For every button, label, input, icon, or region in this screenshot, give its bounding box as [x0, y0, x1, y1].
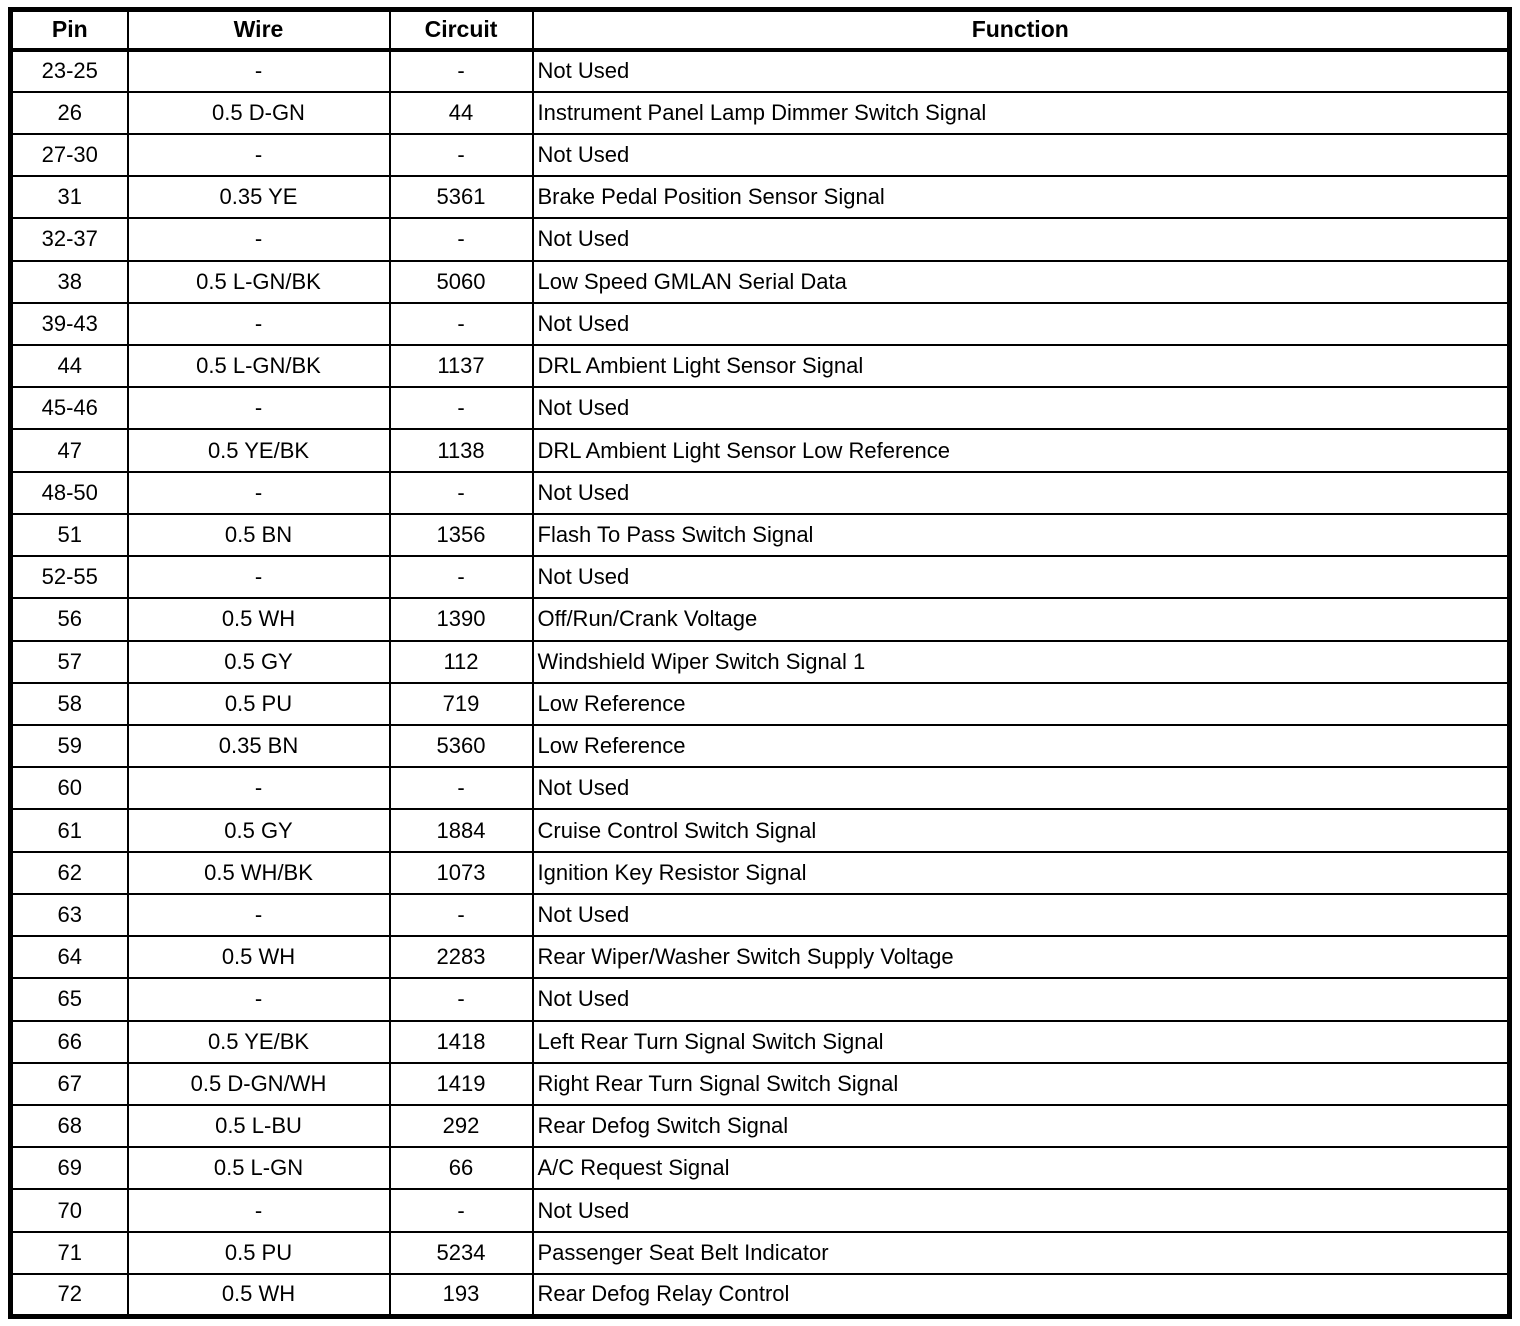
pin-cell: 45-46	[11, 387, 128, 429]
function-cell: Low Reference	[533, 725, 1510, 767]
pin-cell: 51	[11, 514, 128, 556]
table-row	[11, 556, 1510, 598]
table-row	[11, 1232, 1510, 1274]
column-header-circuit: Circuit	[390, 10, 533, 50]
circuit-cell: 1138	[390, 429, 533, 471]
table-row	[11, 92, 1510, 134]
circuit-cell: 1137	[390, 345, 533, 387]
wire-cell: 0.5 YE/BK	[128, 429, 390, 471]
table-row	[11, 261, 1510, 303]
table-row	[11, 303, 1510, 345]
pin-cell: 58	[11, 683, 128, 725]
pin-cell: 23-25	[11, 50, 128, 92]
wire-cell: 0.5 WH	[128, 598, 390, 640]
wire-cell: -	[128, 1189, 390, 1231]
pin-cell: 27-30	[11, 134, 128, 176]
wire-cell: 0.5 WH	[128, 1274, 390, 1317]
circuit-cell: 5060	[390, 261, 533, 303]
pin-cell: 60	[11, 767, 128, 809]
wire-cell: 0.5 WH	[128, 936, 390, 978]
circuit-cell: 66	[390, 1147, 533, 1189]
table-row	[11, 767, 1510, 809]
table-row	[11, 1274, 1510, 1317]
table-row	[11, 683, 1510, 725]
pin-cell: 31	[11, 176, 128, 218]
table-row	[11, 978, 1510, 1020]
table-row	[11, 345, 1510, 387]
circuit-cell: -	[390, 978, 533, 1020]
pin-cell: 52-55	[11, 556, 128, 598]
function-cell: Left Rear Turn Signal Switch Signal	[533, 1021, 1510, 1063]
pin-cell: 44	[11, 345, 128, 387]
circuit-cell: -	[390, 387, 533, 429]
function-cell: Not Used	[533, 978, 1510, 1020]
wire-cell: 0.5 PU	[128, 683, 390, 725]
pin-cell: 68	[11, 1105, 128, 1147]
function-cell: DRL Ambient Light Sensor Signal	[533, 345, 1510, 387]
wire-cell: -	[128, 387, 390, 429]
wire-cell: 0.5 PU	[128, 1232, 390, 1274]
function-cell: Ignition Key Resistor Signal	[533, 852, 1510, 894]
pin-cell: 70	[11, 1189, 128, 1231]
function-cell: Not Used	[533, 303, 1510, 345]
pin-cell: 64	[11, 936, 128, 978]
circuit-cell: 719	[390, 683, 533, 725]
pin-cell: 62	[11, 852, 128, 894]
pin-cell: 38	[11, 261, 128, 303]
circuit-cell: -	[390, 472, 533, 514]
circuit-cell: 193	[390, 1274, 533, 1317]
table-row	[11, 809, 1510, 851]
function-cell: Cruise Control Switch Signal	[533, 809, 1510, 851]
column-header-wire: Wire	[128, 10, 390, 50]
table-row	[11, 1063, 1510, 1105]
wire-cell: -	[128, 134, 390, 176]
wire-cell: -	[128, 556, 390, 598]
circuit-cell: -	[390, 50, 533, 92]
function-cell: Brake Pedal Position Sensor Signal	[533, 176, 1510, 218]
circuit-cell: -	[390, 556, 533, 598]
function-cell: DRL Ambient Light Sensor Low Reference	[533, 429, 1510, 471]
function-cell: Rear Wiper/Washer Switch Supply Voltage	[533, 936, 1510, 978]
table-header-row	[11, 10, 1510, 50]
function-cell: Not Used	[533, 50, 1510, 92]
table-row	[11, 598, 1510, 640]
circuit-cell: 44	[390, 92, 533, 134]
table-row	[11, 1021, 1510, 1063]
circuit-cell: -	[390, 303, 533, 345]
function-cell: Not Used	[533, 472, 1510, 514]
circuit-cell: 1073	[390, 852, 533, 894]
wire-cell: -	[128, 472, 390, 514]
function-cell: Passenger Seat Belt Indicator	[533, 1232, 1510, 1274]
connector-pinout-table	[8, 7, 1512, 1319]
circuit-cell: 1390	[390, 598, 533, 640]
circuit-cell: 5234	[390, 1232, 533, 1274]
table-row	[11, 936, 1510, 978]
circuit-cell: 1356	[390, 514, 533, 556]
table-row	[11, 387, 1510, 429]
function-cell: Low Speed GMLAN Serial Data	[533, 261, 1510, 303]
pin-cell: 67	[11, 1063, 128, 1105]
wire-cell: 0.5 D-GN	[128, 92, 390, 134]
pin-cell: 61	[11, 809, 128, 851]
wire-cell: 0.5 YE/BK	[128, 1021, 390, 1063]
wire-cell: 0.5 L-GN	[128, 1147, 390, 1189]
pin-cell: 72	[11, 1274, 128, 1317]
wire-cell: 0.5 L-GN/BK	[128, 345, 390, 387]
pin-cell: 47	[11, 429, 128, 471]
function-cell: A/C Request Signal	[533, 1147, 1510, 1189]
circuit-cell: 292	[390, 1105, 533, 1147]
column-header-function: Function	[533, 10, 1510, 50]
wire-cell: 0.5 L-BU	[128, 1105, 390, 1147]
wire-cell: 0.5 WH/BK	[128, 852, 390, 894]
wire-cell: -	[128, 50, 390, 92]
function-cell: Instrument Panel Lamp Dimmer Switch Signal	[533, 92, 1510, 134]
function-cell: Not Used	[533, 556, 1510, 598]
table-row	[11, 472, 1510, 514]
function-cell: Off/Run/Crank Voltage	[533, 598, 1510, 640]
wire-cell: 0.5 BN	[128, 514, 390, 556]
function-cell: Windshield Wiper Switch Signal 1	[533, 641, 1510, 683]
wire-cell: 0.5 GY	[128, 641, 390, 683]
circuit-cell: 2283	[390, 936, 533, 978]
table-header	[11, 10, 1510, 50]
pin-cell: 66	[11, 1021, 128, 1063]
column-header-pin: Pin	[11, 10, 128, 50]
function-cell: Flash To Pass Switch Signal	[533, 514, 1510, 556]
function-cell: Not Used	[533, 387, 1510, 429]
table-row	[11, 641, 1510, 683]
wire-cell: 0.35 BN	[128, 725, 390, 767]
function-cell: Not Used	[533, 894, 1510, 936]
table-row	[11, 1147, 1510, 1189]
table-row	[11, 852, 1510, 894]
table-row	[11, 429, 1510, 471]
function-cell: Low Reference	[533, 683, 1510, 725]
table-row	[11, 1105, 1510, 1147]
table-row	[11, 1189, 1510, 1231]
pin-cell: 65	[11, 978, 128, 1020]
table-row	[11, 50, 1510, 92]
pin-cell: 26	[11, 92, 128, 134]
circuit-cell: -	[390, 1189, 533, 1231]
table-row	[11, 218, 1510, 260]
circuit-cell: 1418	[390, 1021, 533, 1063]
circuit-cell: 5360	[390, 725, 533, 767]
wire-cell: 0.5 L-GN/BK	[128, 261, 390, 303]
function-cell: Rear Defog Switch Signal	[533, 1105, 1510, 1147]
table-row	[11, 725, 1510, 767]
pin-cell: 32-37	[11, 218, 128, 260]
circuit-cell: -	[390, 218, 533, 260]
table-body	[11, 50, 1510, 1317]
circuit-cell: -	[390, 767, 533, 809]
table-row	[11, 134, 1510, 176]
function-cell: Not Used	[533, 134, 1510, 176]
pin-cell: 56	[11, 598, 128, 640]
wire-cell: -	[128, 978, 390, 1020]
circuit-cell: 1884	[390, 809, 533, 851]
wire-cell: 0.5 GY	[128, 809, 390, 851]
function-cell: Rear Defog Relay Control	[533, 1274, 1510, 1317]
wire-cell: -	[128, 303, 390, 345]
circuit-cell: 112	[390, 641, 533, 683]
pin-cell: 71	[11, 1232, 128, 1274]
pin-cell: 48-50	[11, 472, 128, 514]
wire-cell: 0.5 D-GN/WH	[128, 1063, 390, 1105]
function-cell: Right Rear Turn Signal Switch Signal	[533, 1063, 1510, 1105]
wire-cell: -	[128, 218, 390, 260]
table-row	[11, 176, 1510, 218]
circuit-cell: 5361	[390, 176, 533, 218]
function-cell: Not Used	[533, 218, 1510, 260]
pin-cell: 63	[11, 894, 128, 936]
wire-cell: 0.35 YE	[128, 176, 390, 218]
function-cell: Not Used	[533, 1189, 1510, 1231]
pin-cell: 59	[11, 725, 128, 767]
circuit-cell: 1419	[390, 1063, 533, 1105]
wire-cell: -	[128, 767, 390, 809]
pin-cell: 39-43	[11, 303, 128, 345]
pin-cell: 69	[11, 1147, 128, 1189]
circuit-cell: -	[390, 134, 533, 176]
wire-cell: -	[128, 894, 390, 936]
pin-cell: 57	[11, 641, 128, 683]
table-row	[11, 894, 1510, 936]
function-cell: Not Used	[533, 767, 1510, 809]
circuit-cell: -	[390, 894, 533, 936]
table-row	[11, 514, 1510, 556]
